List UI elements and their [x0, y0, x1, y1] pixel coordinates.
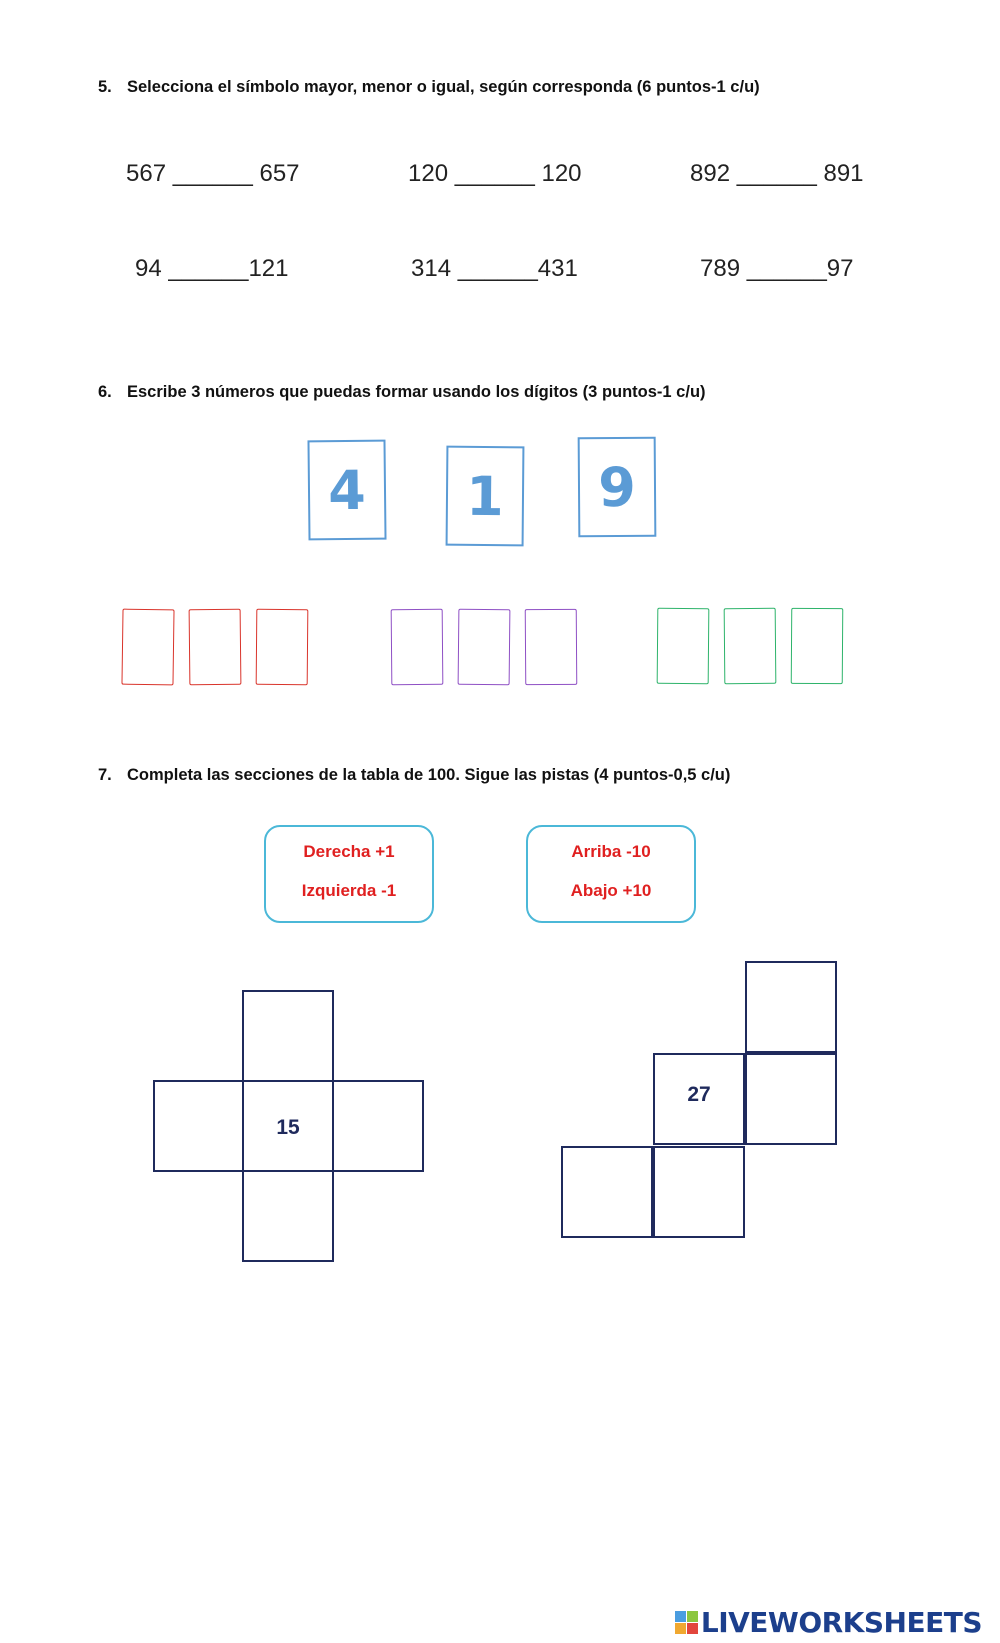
grid-cell-empty[interactable]: [153, 1080, 245, 1172]
grid-cell-given: [653, 1053, 745, 1145]
digit-card: 4: [307, 440, 386, 541]
clue-right: Derecha +1: [303, 842, 395, 861]
answer-digit-box-green[interactable]: [657, 608, 710, 684]
grid-cell-empty[interactable]: [745, 1053, 837, 1145]
answer-digit-box-purple[interactable]: [458, 609, 511, 686]
grid-cell-value: 15: [276, 1116, 300, 1139]
clue-up: Arriba -10: [571, 842, 651, 861]
digit-card: 1: [446, 446, 525, 547]
logo-text: LIVEWORKSHEETS: [700, 1606, 982, 1639]
grid-cell-empty[interactable]: [653, 1146, 745, 1238]
question-6-number: 6.: [98, 383, 112, 401]
comparison-item[interactable]: 120 ______ 120: [408, 160, 582, 187]
clue-left: Izquierda -1: [301, 881, 397, 900]
question-5-number: 5.: [98, 78, 112, 96]
liveworksheets-logo-icon: [675, 1611, 698, 1634]
digit-card: 9: [578, 437, 657, 538]
comparison-item[interactable]: 789 ______97: [700, 255, 854, 282]
clue-box-vertical: [526, 825, 696, 923]
comparison-item[interactable]: 94 ______121: [135, 255, 289, 282]
answer-digit-box-red[interactable]: [121, 609, 174, 686]
question-6-title: [98, 383, 706, 402]
question-5-text: Selecciona el símbolo mayor, menor o igual, según corresponda (6 puntos-1 c/u): [127, 78, 760, 96]
comparison-item[interactable]: 892 ______ 891: [690, 160, 864, 187]
grid-cell-empty[interactable]: [332, 1080, 424, 1172]
answer-digit-box-purple[interactable]: [391, 609, 444, 685]
grid-cell-value: 27: [687, 1083, 711, 1106]
clue-box-horizontal: [264, 825, 434, 923]
grid-cell-given: [242, 1080, 334, 1172]
grid-cell-empty[interactable]: [561, 1146, 653, 1238]
comparison-item[interactable]: 567 ______ 657: [126, 160, 300, 187]
question-7-text: Completa las secciones de la tabla de 100. Sigue las pistas (4 puntos-0,5 c/u): [127, 766, 731, 784]
grid-cell-empty[interactable]: [242, 990, 334, 1082]
comparison-item[interactable]: 314 ______431: [411, 255, 578, 282]
liveworksheets-logo: [675, 1606, 982, 1639]
question-5-title: [98, 78, 760, 97]
answer-digit-box-red[interactable]: [256, 609, 309, 685]
answer-digit-box-red[interactable]: [189, 609, 242, 686]
answer-digit-box-purple[interactable]: [525, 609, 578, 685]
clue-down: Abajo +10: [570, 881, 652, 900]
grid-cell-empty[interactable]: [745, 961, 837, 1053]
question-7-number: 7.: [98, 766, 112, 784]
answer-digit-box-green[interactable]: [791, 608, 844, 684]
question-7-title: [98, 766, 730, 785]
question-6-text: Escribe 3 números que puedas formar usando los dígitos (3 puntos-1 c/u): [127, 383, 706, 401]
grid-cell-empty[interactable]: [242, 1170, 334, 1262]
answer-digit-box-green[interactable]: [724, 608, 777, 684]
